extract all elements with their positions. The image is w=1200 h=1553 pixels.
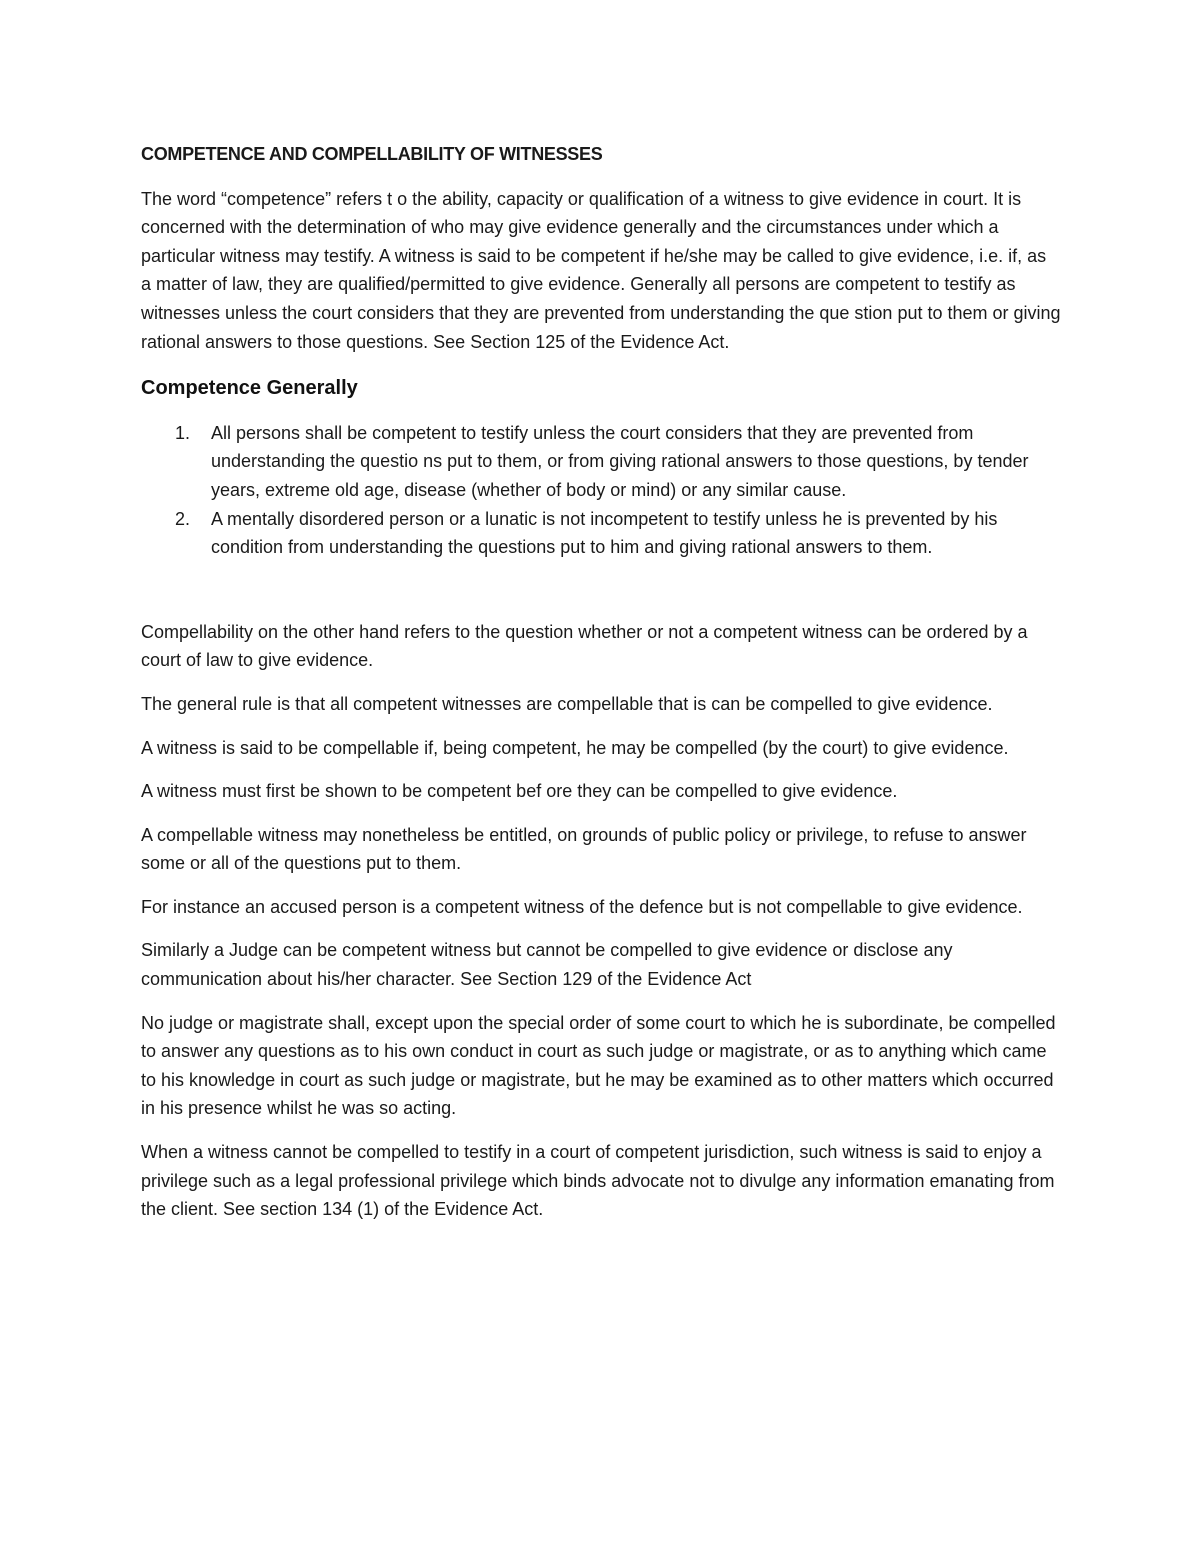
list-item-text: All persons shall be competent to testify unless the court considers that they are prevented from understanding the questio ns put to them, or from giving rational answers to those questions, by tender years, extreme old age, disease (whether of body or mind) or any similar cause. [211,422,1029,500]
body-paragraph: A witness must first be shown to be competent bef ore they can be compelled to give evidence. [141,781,898,802]
list-item-number: 2. [175,508,191,529]
list-item [141,419,1061,505]
body-paragraph: The general rule is that all competent witnesses are compellable that is can be compelled to give evidence. [141,693,993,714]
numbered-list [141,419,1061,562]
spacer [141,562,1061,618]
body-paragraph: For instance an accused person is a competent witness of the defence but is not compellable to give evidence. [141,896,1023,917]
body-paragraph: When a witness cannot be compelled to testify in a court of competent jurisdiction, such witness is said to enjoy a privilege such as a legal professional privilege which binds advocate not to divulge any information emanating from the client. See section 134 (1) of the Evidence Act. [141,1142,1055,1220]
body-paragraph: Similarly a Judge can be competent witness but cannot be compelled to give evidence or disclose any communication about his/her character. See Section 129 of the Evidence Act [141,940,953,990]
body-paragraph: No judge or magistrate shall, except upon the special order of some court to which he is subordinate, be compelled to answer any questions as to his own conduct in court as such judge or magistrate, or as to anything which came to his knowledge in court as such judge or magistrate, but he may be examined as to other matters which occurred in his presence whilst he was so acting. [141,1012,1056,1119]
document-title: COMPETENCE AND COMPELLABILITY OF WITNESSES [141,144,603,164]
body-paragraph: A compellable witness may nonetheless be entitled, on grounds of public policy or privilege, to refuse to answer some or all of the questions put to them. [141,824,1027,874]
document-page [141,140,1061,1239]
list-item-number: 1. [175,422,191,443]
section-heading: Competence Generally [141,377,358,400]
body-paragraph: Compellability on the other hand refers to the question whether or not a competent witness can be ordered by a court of law to give evidence. [141,621,1028,671]
list-item-text: A mentally disordered person or a lunatic is not incompetent to testify unless he is prevented by his condition from understanding the questions put to him and giving rational answers to them. [211,508,998,558]
body-paragraph: A witness is said to be compellable if, being competent, he may be compelled (by the court) to give evidence. [141,737,1009,758]
list-item [141,505,1061,562]
intro-paragraph: The word “competence” refers t o the ability, capacity or qualification of a witness to give evidence in court. It is concerned with the determination of who may give evidence generally and the circumstances under which a particular witness may testify. A witness is said to be competent if he/she may be called to give evidence, i.e. if, as a matter of law, they are qualified/permitted to give evidence. Generally all persons are competent to testify as witnesses unless the court considers that they are prevented from understanding the que stion put to them or giving rational answers to those questions. See Section 125 of the Evidence Act. [141,188,1061,352]
